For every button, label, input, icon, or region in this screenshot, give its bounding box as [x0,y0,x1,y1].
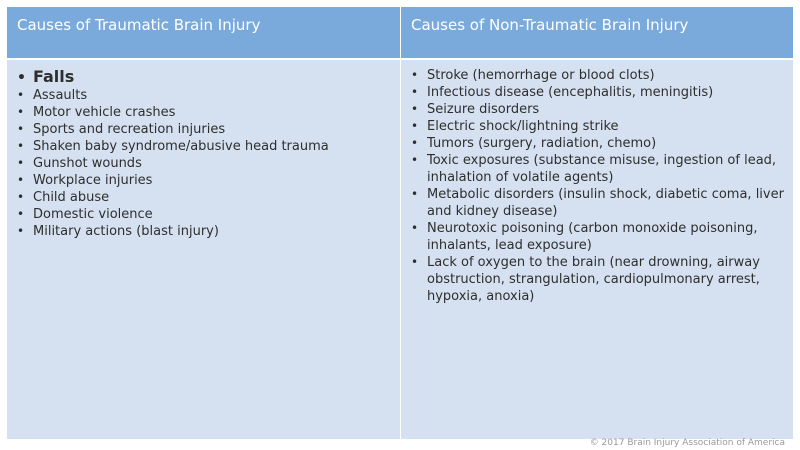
list-item: • Military actions (blast injury) [16,223,392,240]
list-item: • Domestic violence [16,206,392,223]
list-item: • Assaults [16,87,392,104]
list-item: • Toxic exposures (substance misuse, ingestion of lead, inhalation of volatile agents) [410,152,785,186]
list-item: • Gunshot wounds [16,155,392,172]
list-item: • Sports and recreation injuries [16,121,392,138]
non-traumatic-header: Causes of Non-Traumatic Brain Injury [400,7,793,58]
traumatic-causes-cell [7,58,400,439]
list-item: • Metabolic disorders (insulin shock, diabetic coma, liver and kidney disease) [410,186,785,220]
copyright-notice: © 2017 Brain Injury Association of America [589,438,785,448]
non-traumatic-causes-cell [400,58,793,439]
list-item: • Lack of oxygen to the brain (near drowning, airway obstruction, strangulation, cardiopulmonary arrest, hypoxia, anoxia) [410,254,785,305]
list-item: • Infectious disease (encephalitis, meningitis) [410,84,785,101]
list-item: • Shaken baby syndrome/abusive head trauma [16,138,392,155]
list-item: • Tumors (surgery, radiation, chemo) [410,135,785,152]
list-item: • Neurotoxic poisoning (carbon monoxide poisoning, inhalants, lead exposure) [410,220,785,254]
list-item: • Electric shock/lightning strike [410,118,785,135]
list-item: • Falls [16,67,392,87]
non-traumatic-causes-list [410,67,785,305]
list-item: • Workplace injuries [16,172,392,189]
causes-table [7,7,793,439]
list-item: • Stroke (hemorrhage or blood clots) [410,67,785,84]
list-item: • Seizure disorders [410,101,785,118]
list-item: • Child abuse [16,189,392,206]
traumatic-header: Causes of Traumatic Brain Injury [7,7,400,58]
traumatic-causes-list [16,67,392,240]
list-item: • Motor vehicle crashes [16,104,392,121]
